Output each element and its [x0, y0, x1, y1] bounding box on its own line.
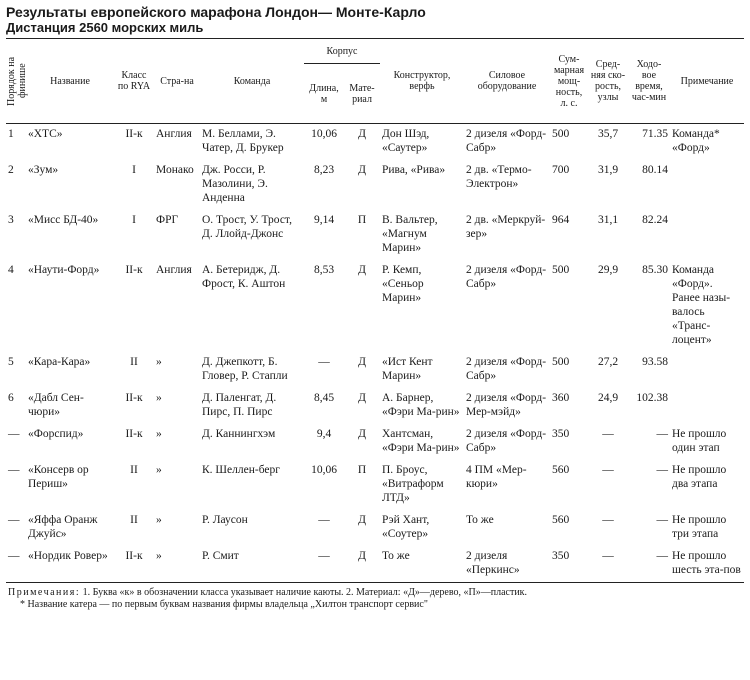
cell-note — [670, 160, 744, 210]
cell-length: 8,53 — [313, 264, 335, 276]
cell-designer: В. Вальтер, «Магнум Марин» — [382, 214, 438, 254]
cell-time: — — [656, 514, 668, 526]
cell-name: «Яффа Оранж Джуйс» — [28, 514, 98, 540]
cell-power: 500 — [552, 264, 570, 276]
notes-label: Примечания: — [8, 587, 81, 598]
cell-speed: 27,2 — [597, 356, 619, 368]
table-row — [6, 210, 744, 260]
results-table — [6, 38, 744, 583]
cell-crew: Д. Каннингхэм — [202, 428, 276, 440]
cell-time: 71.35 — [642, 128, 668, 140]
cell-class: II-к — [125, 264, 143, 276]
cell-note: Команда «Форд». Ранее назы-валось «Транс-лоцент» — [672, 264, 731, 346]
header-place: Порядок на финише — [6, 39, 26, 124]
cell-place: — — [8, 514, 20, 526]
cell-length: 9,14 — [313, 214, 335, 226]
cell-power: 360 — [552, 392, 570, 404]
cell-crew: О. Трост, У. Трост, Д. Ллойд-Джонс — [202, 214, 292, 240]
cell-note — [670, 210, 744, 260]
cell-country: » — [156, 514, 162, 526]
cell-note — [670, 352, 744, 388]
cell-power: 560 — [552, 514, 570, 526]
notes-text: 1. Буква «к» в обозначении класса указывает наличие каюты. 2. Материал: «Д»—дерево, «П»—пластик. — [82, 587, 528, 598]
cell-speed: 24,9 — [597, 392, 619, 404]
cell-country: » — [156, 464, 162, 476]
cell-power: 500 — [552, 128, 570, 140]
header-engine: Силовое оборудование — [464, 39, 550, 124]
cell-crew: Дж. Росси, Р. Мазолини, Э. Анденна — [202, 164, 268, 204]
cell-material: Д — [358, 356, 366, 368]
cell-designer: То же — [380, 546, 464, 583]
cell-country: » — [156, 356, 162, 368]
cell-place: — — [8, 464, 20, 476]
cell-class: II-к — [125, 392, 143, 404]
cell-length: 10,06 — [311, 128, 337, 140]
notes-line — [8, 587, 744, 599]
cell-name: «Форспид» — [28, 428, 84, 440]
cell-engine: 2 дизеля «Форд-Сабр» — [466, 356, 547, 382]
cell-note: Не прошло два этапа — [672, 464, 727, 490]
cell-crew: А. Бетеридж, Д. Фрост, К. Аштон — [202, 264, 286, 290]
cell-crew: Р. Смит — [200, 546, 304, 583]
table-row — [6, 160, 744, 210]
cell-place: 6 — [8, 392, 14, 404]
cell-place: 1 — [8, 128, 14, 140]
header-note: Примечание — [670, 39, 744, 124]
cell-designer: Р. Кемп, «Сеньор Марин» — [382, 264, 424, 304]
cell-length: 8,45 — [313, 392, 335, 404]
cell-speed: — — [602, 514, 614, 526]
cell-designer: «Ист Кент Марин» — [382, 356, 433, 382]
page-title: Результаты европейского марафона Лондон— Монте-Карло — [6, 4, 426, 20]
table-notes — [6, 587, 744, 611]
cell-crew: Д. Джепкотт, Б. Гловер, Р. Стапли — [202, 356, 288, 382]
cell-class: I — [132, 214, 136, 226]
cell-material: Д — [358, 392, 366, 404]
cell-designer: Дон Шэд, «Саутер» — [382, 128, 430, 154]
cell-country: Англия — [156, 264, 192, 276]
cell-name: «Наути-Форд» — [28, 264, 100, 276]
cell-designer: А. Барнер, «Фэри Ма-рин» — [382, 392, 460, 418]
cell-note: Не прошло один этап — [672, 428, 727, 454]
cell-speed: — — [602, 464, 614, 476]
cell-note: Не прошло шесть эта-пов — [670, 546, 744, 583]
cell-engine: 2 дв. «Меркруй-зер» — [466, 214, 546, 240]
cell-length: — — [318, 514, 330, 526]
cell-material: Д — [358, 128, 366, 140]
cell-engine: 2 дизеля «Форд-Сабр» — [466, 128, 547, 154]
cell-material: П — [357, 214, 367, 226]
header-time: Ходо-вое время, час-мин — [628, 39, 670, 124]
cell-country: » — [156, 392, 162, 404]
table-row — [6, 388, 744, 424]
results-table-body — [6, 124, 744, 583]
cell-class: II-к — [125, 128, 143, 140]
header-material: Мате-риал — [344, 64, 380, 124]
cell-crew: М. Беллами, Э. Чатер, Д. Брукер — [202, 128, 284, 154]
cell-power: 700 — [552, 164, 570, 176]
cell-name: «Зум» — [28, 164, 59, 176]
cell-crew: Р. Лаусон — [202, 514, 248, 526]
cell-class: I — [132, 164, 136, 176]
table-row — [6, 424, 744, 460]
cell-designer: Рива, «Рива» — [382, 164, 446, 176]
cell-place: — — [8, 428, 20, 440]
cell-length: 8,23 — [313, 164, 335, 176]
cell-power: 500 — [552, 356, 570, 368]
cell-country: » — [156, 428, 162, 440]
cell-time: 93.58 — [642, 356, 668, 368]
cell-name: «Дабл Сен-чюри» — [28, 392, 84, 418]
cell-country: Монако — [156, 164, 194, 176]
cell-power: 560 — [552, 464, 570, 476]
cell-place: 2 — [8, 164, 14, 176]
cell-name: «Нордик Ровер» — [26, 546, 114, 583]
cell-name: «Мисс БД-40» — [28, 214, 99, 226]
cell-material: Д — [358, 514, 366, 526]
cell-speed: 31,9 — [597, 164, 619, 176]
cell-material: П — [357, 464, 367, 476]
cell-class: II-к — [125, 428, 143, 440]
cell-country: » — [154, 546, 200, 583]
cell-class: II — [130, 514, 138, 526]
cell-designer: Хантсман, «Фэри Ма-рин» — [382, 428, 460, 454]
header-class: Класс по RYA — [114, 39, 154, 124]
header-hull: Корпус — [304, 39, 380, 64]
table-row — [6, 546, 744, 583]
cell-place: 4 — [8, 264, 14, 276]
header-length: Длина, м — [304, 64, 344, 124]
cell-length: 10,06 — [311, 464, 337, 476]
cell-time: — — [656, 428, 668, 440]
cell-class: II-к — [114, 546, 154, 583]
cell-engine: 2 дизеля «Форд-Мер-мэйд» — [466, 392, 547, 418]
cell-length: — — [318, 356, 330, 368]
cell-crew: К. Шеллен-берг — [202, 464, 280, 476]
cell-time: 80.14 — [642, 164, 668, 176]
header-power: Сум-марная мощ-ность, л. с. — [550, 39, 588, 124]
cell-material: Д — [344, 546, 380, 583]
cell-class: II — [130, 356, 138, 368]
cell-engine: То же — [466, 514, 494, 526]
cell-material: Д — [358, 264, 366, 276]
cell-engine: 2 дизеля «Форд-Сабр» — [466, 264, 547, 290]
cell-engine: 2 дв. «Термо-Электрон» — [466, 164, 532, 190]
table-row — [6, 124, 744, 161]
header-designer: Конструктор, верфь — [380, 39, 464, 124]
cell-name: «Консерв ор Периш» — [28, 464, 89, 490]
cell-speed: — — [602, 428, 614, 440]
cell-power: 964 — [552, 214, 570, 226]
cell-speed: 31,1 — [597, 214, 619, 226]
table-row — [6, 460, 744, 510]
cell-crew: Д. Паленгат, Д. Пирс, П. Пирс — [202, 392, 277, 418]
cell-class: II — [130, 464, 138, 476]
cell-note: Не прошло три этапа — [672, 514, 727, 540]
cell-material: Д — [358, 428, 366, 440]
cell-name: «Кара-Кара» — [28, 356, 91, 368]
table-row — [6, 352, 744, 388]
cell-country: ФРГ — [156, 214, 179, 226]
cell-name: «ХТС» — [28, 128, 63, 140]
cell-designer: П. Броус, «Витраформ ЛТД» — [382, 464, 444, 504]
cell-place: — — [6, 546, 26, 583]
cell-designer: Рэй Хант, «Соутер» — [382, 514, 430, 540]
cell-power: 350 — [552, 428, 570, 440]
cell-speed: 29,9 — [597, 264, 619, 276]
cell-engine: 2 дизеля «Форд-Сабр» — [466, 428, 547, 454]
cell-place: 3 — [8, 214, 14, 226]
cell-time: — — [628, 546, 670, 583]
cell-length: 9,4 — [316, 428, 332, 440]
cell-engine: 2 дизеля «Перкинс» — [464, 546, 550, 583]
cell-time: 82.24 — [642, 214, 668, 226]
cell-speed: 35,7 — [597, 128, 619, 140]
cell-engine: 4 ПМ «Мер-кюри» — [466, 464, 527, 490]
cell-time: — — [656, 464, 668, 476]
cell-country: Англия — [156, 128, 192, 140]
cell-note — [670, 388, 744, 424]
cell-power: 350 — [550, 546, 588, 583]
cell-length: — — [304, 546, 344, 583]
table-row — [6, 260, 744, 352]
footnote: * Название катера — по первым буквам названия фирмы владельца „Хилтон транспорт сервис" — [20, 599, 428, 610]
table-row — [6, 510, 744, 546]
header-name: Название — [26, 39, 114, 124]
cell-material: Д — [358, 164, 366, 176]
cell-speed: — — [588, 546, 628, 583]
header-speed: Сред-няя ско-рость, узлы — [588, 39, 628, 124]
cell-place: 5 — [8, 356, 14, 368]
cell-time: 85.30 — [642, 264, 668, 276]
cell-time: 102.38 — [636, 392, 668, 404]
page-subtitle: Дистанция 2560 морских миль — [6, 20, 204, 35]
header-crew: Команда — [200, 39, 304, 124]
cell-note: Команда* «Форд» — [672, 128, 720, 154]
header-country: Стра-на — [154, 39, 200, 124]
